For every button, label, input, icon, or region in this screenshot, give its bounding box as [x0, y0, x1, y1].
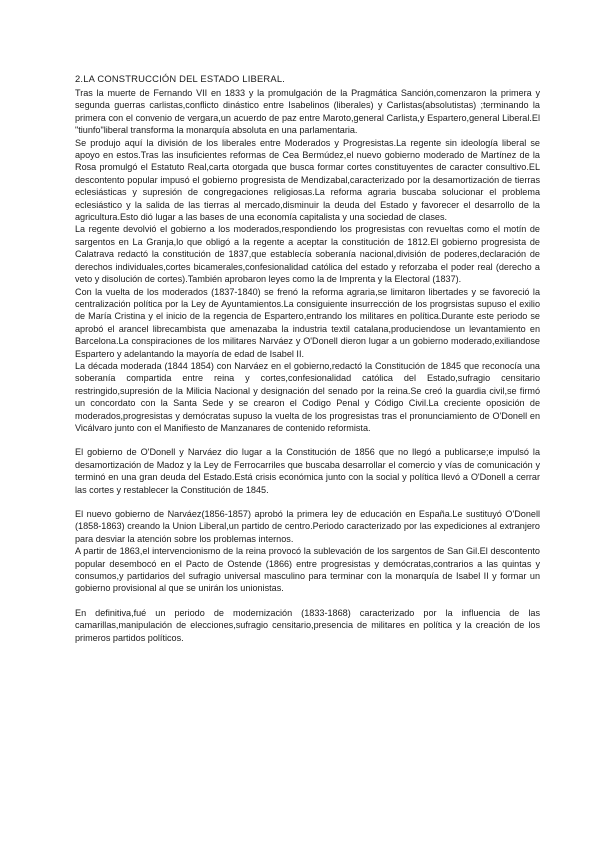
- paragraph: Se produjo aquí la división de los liberales entre Moderados y Progresistas.La regente sin ideología liberal se apoyo en estos.Tras las insuficientes reformas de Cea Bermúdez,el nuevo gobierno moderado de Martínez de la Rosa promulgó el Estatuto Real,carta otorgada que busca formar cortes constituyentes de caracter consultivo.EL descontento popular impusó el gobierno progresista de Mendizabal,caracterizado por la desamortización de tierras eclesiásticas y supresión de congregaciones religiosas.La reforma agraria buscaba solucionar el problema eclesiástico y la salida de las tierras al mercado,disminuir la deuda del Estado y favorecer el desarrollo de la agricultura.Esto dió lugar a las bases de una economía capitalista y una sociedad de clases.: [75, 137, 540, 223]
- paragraph: La década moderada (1844 1854) con Narváez en el gobierno,redactó la Constitución de 1845 que reconocía una soberanía compartida entre reina y cortes,confesionalidad católica del Estado,sufragio censitario restringido,supresión de la Milicia Nacional y designación del senado por la reina.Se creó la guardia civil,se firmó un concordato con la Santa Sede y se crearon el Codigo Penal y Código Civil.La creciente oposición de moderados,progresistas y demócratas supuso la vuelta de los progresistas tras el pronunciamiento de O'Donell en Vicálvaro junto con el Manifiesto de Manzanares de contenido reformista.: [75, 360, 540, 433]
- paragraph: El nuevo gobierno de Narváez(1856-1857) aprobó la primera ley de educación en España.Le sustituyó O'Donell (1858-1863) creando la Union Liberal,un partido de centro.Periodo caracterizado por las expediciones al extranjero para desviar la atención sobre los problemas internos.: [75, 509, 540, 544]
- paragraph: La regente devolvió el gobierno a los moderados,respondiendo los progresistas con revueltas como el motín de sargentos en La Granja,lo que obligó a la regente a aceptar la constitución de 1812.El gobierno progresista de Calatrava redactó la constitución de 1837,que establecía soberanía nacional,división de poderes,declaración de derechos individuales,cortes bicamerales,confesionalidad católica del estado y reforzaba el poder real (derecho a veto y disolución de cortes).También aprobaron leyes como la de Imprenta y la Electoral (1837).: [75, 224, 540, 285]
- paragraph: Tras la muerte de Fernando VII en 1833 y la promulgación de la Pragmática Sanción,comenzaron la primera y segunda guerras carlistas,conflicto dinástico entre Isabelinos (liberales) y Carlistas(absolutistas) ;terminando la primera con el convenio de vergara,un acuerdo de paz entre Maroto,general Carlista,y Espartero,general Liberal.El "tiunfo"liberal transforma la monarquía absoluta en una parlamentaria.: [75, 88, 540, 136]
- paragraph: En definitiva,fué un periodo de modernización (1833-1868) caracterizado por la influencia de las camarillas,manipulación de elecciones,sufragio censitario,presencia de militares en política y la creación de los primeros partidos políticos.: [75, 607, 540, 643]
- paragraph: El gobierno de O'Donell y Narváez dio lugar a la Constitución de 1856 que no llegó a publicarse;e impulsó la desamortización de Madoz y la Ley de Ferrocarriles que buscaba desarrollar el comercio y vías de comunicación y terminó en una gran deuda del Estado.Está crisis económica junto con la social y política llevó a O'Donell a cerrar las cortes y restablecer la Constitución de 1845.: [75, 447, 540, 495]
- section-title: 2.LA CONSTRUCCIÓN DEL ESTADO LIBERAL.: [75, 73, 286, 84]
- paragraph: A partir de 1863,el intervencionismo de la reina provocó la sublevación de los sargentos de San Gil.El descontento popular desembocó en el Pacto de Ostende (1866) entre progresistas y demócratas,contrarios a las quintas y consumos,y partidarios del sufragio universal masculino para terminar con la monarquía de Isabel II y formar un gobierno provisional al que se unirán los unionistas.: [75, 546, 540, 594]
- paragraph: Con la vuelta de los moderados (1837-1840) se frenó la reforma agraria,se limitaron libertades y se favoreció la centralización política por la Ley de Ayuntamientos.La consiguiente insurrección de los progrsistas supuso el exilio de María Cristina y el inicio de la regencia de Espartero,entrando los militares en política.Durante este periodo se aprobó el arancel librecambista que amenazaba la industria textil catalana,produciendose un levantamiento en Barcelona.La conspiraciones de los militares Narváez y O'Donell dieron lugar a un gobierno moderado,exiliandose Espartero y adelantando la mayoría de edad de Isabel II.: [75, 286, 540, 359]
